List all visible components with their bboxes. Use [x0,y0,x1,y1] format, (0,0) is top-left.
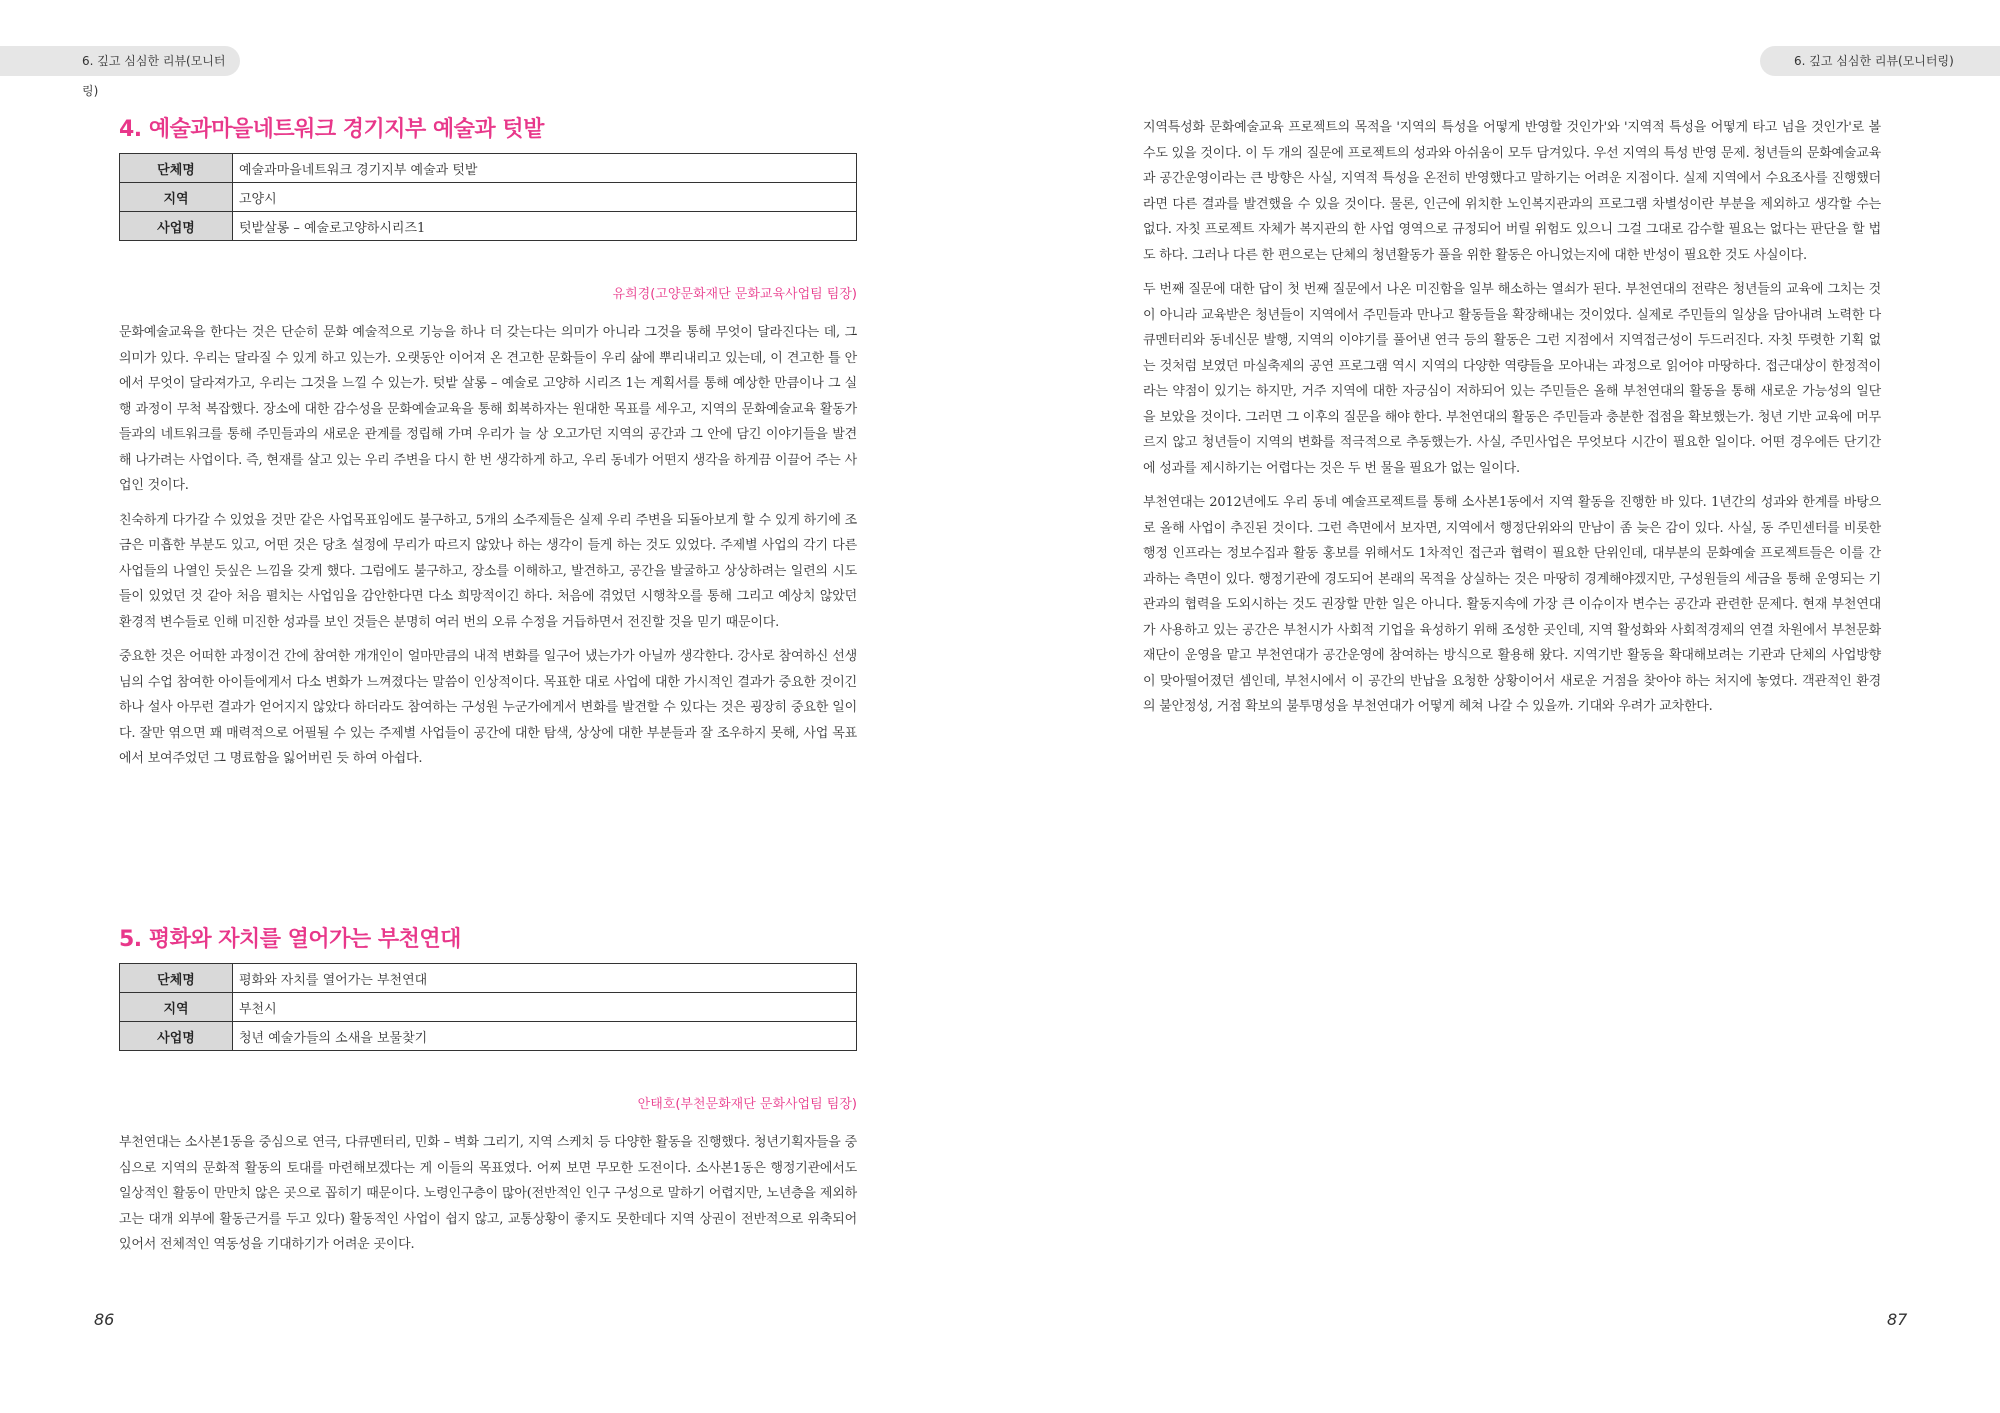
table-row [120,212,857,241]
paragraph: 두 번째 질문에 대한 답이 첫 번째 질문에서 나온 미진함을 일부 해소하는 열쇠가 된다. 부천연대의 전략은 청년들의 교육에 그치는 것이 아니라 교육받은 청년들이 지역에서 주민들과 만나고 활동들을 확장해내는 것이었다. 실제로 주민들의 일상을 담아내려 노력한 다큐멘터리와 동네신문 발행, 지역의 이야기를 풀어낸 연극 등의 활동은 그런 지점에서 지역접근성이 두드러진다. 자칫 뚜렷한 기획 없는 것처럼 보였던 마실축제의 공연 프로그램 역시 지역의 다양한 역량들을 모아내는 과정으로 읽어야 마땅하다. 접근대상이 한정적이라는 약점이 있기는 하지만, 거주 지역에 대한 자긍심이 저하되어 있는 주민들은 올해 부천연대의 활동을 통해 새로운 가능성의 일단을 보았을 것이다. 그러면 그 이후의 질문을 해야 한다. 부천연대의 활동은 주민들과 충분한 접점을 확보했는가. 청년 기반 교육에 머무르지 않고 청년들이 지역의 변화를 적극적으로 추동했는가. 사실, 주민사업은 무엇보다 시간이 필요한 일이다. 어떤 경우에든 단기간에 성과를 제시하기는 어렵다는 것은 두 번 물을 필요가 없는 일이다. [1143,282,1881,476]
table-value: 평화와 자치를 열어가는 부천연대 [233,964,857,993]
table-row [120,964,857,993]
left-column [119,112,857,781]
table-key: 사업명 [120,212,233,241]
section-5-author: 안태호(부천문화재단 문화사업팀 팀장) [637,1097,857,1112]
section-5-info-table [119,963,857,1051]
table-key: 지역 [120,993,233,1022]
left-column-lower [119,922,857,1267]
table-row [120,154,857,183]
table-key: 사업명 [120,1022,233,1051]
table-value: 고양시 [233,183,857,212]
paragraph: 지역특성화 문화예술교육 프로젝트의 목적을 '지역의 특성을 어떻게 반영할 것인가'와 '지역적 특성을 어떻게 타고 넘을 것인가'로 볼 수도 있을 것이다. 이 두 개의 질문에 프로젝트의 성과와 아쉬움이 모두 담겨있다. 우선 지역의 특성 반영 문제. 청년들의 문화예술교육과 공간운영이라는 큰 방향은 사실, 지역적 특성을 온전히 반영했다고 말하기는 어려운 지점이다. 실제 지역에서 수요조사를 진행했더라면 다른 결과를 발견했을 수 있을 것이다. 물론, 인근에 위치한 노인복지관과의 프로그램 차별성이란 부분을 제외하고 생각할 수는 없다. 자칫 프로젝트 자체가 복지관의 한 사업 영역으로 규정되어 버릴 위험도 있으니 그걸 그대로 감수할 필요는 없다는 판단을 할 법도 하다. 그러나 다른 한 편으로는 단체의 청년활동가 풀을 위한 활동은 아니었는지에 대한 반성이 필요한 것도 사실이다. [1143,120,1881,263]
table-row [120,183,857,212]
section-4 [119,112,857,772]
table-key: 단체명 [120,154,233,183]
section-4-info-table [119,153,857,241]
section-5 [119,922,857,1258]
section-4-title: 4. 예술과마을네트워크 경기지부 예술과 텃밭 [119,117,544,142]
table-row [120,1022,857,1051]
page-header-left: 6. 깊고 심심한 리뷰(모니터링) [0,46,240,76]
section-4-author: 유희경(고양문화재단 문화교육사업팀 팀장) [612,287,857,302]
table-key: 지역 [120,183,233,212]
paragraph: 중요한 것은 어떠한 과정이건 간에 참여한 개개인이 얼마만큼의 내적 변화를 일구어 냈는가가 아닐까 생각한다. 강사로 참여하신 선생님의 수업 참여한 아이들에게서 다소 변화가 느껴졌다는 말씀이 인상적이다. 목표한 대로 사업에 대한 가시적인 결과가 중요한 것이긴 하나 설사 아무런 결과가 얻어지지 않았다 하더라도 참여하는 구성원 누군가에게서 변화를 발견할 수 있다는 것은 굉장히 중요한 일이다. 잘만 엮으면 꽤 매력적으로 어필될 수 있는 주제별 사업들이 공간에 대한 탐색, 상상에 대한 부분들과 잘 조우하지 못해, 사업 목표에서 보여주었던 그 명료함을 잃어버린 듯 하여 아쉽다. [119,649,857,766]
page-number-right: 87 [1887,1310,1908,1329]
section-5-title: 5. 평화와 자치를 열어가는 부천연대 [119,927,461,952]
paragraph: 문화예술교육을 한다는 것은 단순히 문화 예술적으로 기능을 하나 더 갖는다는 의미가 아니라 그것을 통해 무엇이 달라진다는 데, 그 의미가 있다. 우리는 달라질 수 있게 하고 있는가. 오랫동안 이어져 온 견고한 문화들이 우리 삶에 뿌리내리고 있는데, 이 견고한 틀 안에서 무엇이 달라져가고, 우리는 그것을 느낄 수 있는가. 텃밭 살롱 – 예술로 고양하 시리즈 1는 계획서를 통해 예상한 만큼이나 그 실행 과정이 무척 복잡했다. 장소에 대한 감수성을 문화예술교육을 통해 회복하자는 원대한 목표를 세우고, 지역의 문화예술교육 활동가들과의 네트워크를 통해 주민들과의 새로운 관계를 정립해 가며 우리가 늘 상 오고가던 지역의 공간과 그 안에 담긴 이야기들을 발견해 나가려는 사업이다. 즉, 현재를 살고 있는 우리 주변을 다시 한 번 생각하게 하고, 우리 동네가 어떤지 생각을 하게끔 이끌어 주는 사업인 것이다. [119,325,857,493]
paragraph: 친숙하게 다가갈 수 있었을 것만 같은 사업목표임에도 불구하고, 5개의 소주제들은 실제 우리 주변을 되돌아보게 할 수 있게 하기에 조금은 미흡한 부분도 있고, 어떤 것은 당초 설정에 무리가 따르지 않았나 하는 생각이 들게 하는 것도 있었다. 주제별 사업의 각기 다른 사업들의 나열인 듯싶은 느낌을 갖게 했다. 그럼에도 불구하고, 장소를 이해하고, 발견하고, 공간을 발굴하고 상상하려는 일련의 시도들이 있었던 것 같아 처음 펼치는 사업임을 감안한다면 다소 희망적이긴 하다. 처음에 겪었던 시행착오를 통해 그리고 예상치 않았던 환경적 변수들로 인해 미진한 성과를 보인 것들은 분명히 여러 번의 오류 수정을 거듭하면서 전진할 것을 믿기 때문이다. [119,512,857,630]
table-value: 예술과마을네트워크 경기지부 예술과 텃밭 [233,154,857,183]
page-number-left: 86 [94,1310,115,1329]
table-row [120,993,857,1022]
page-header-right: 6. 깊고 심심한 리뷰(모니터링) [1760,46,2000,76]
paragraph: 부천연대는 소사본1동을 중심으로 연극, 다큐멘터리, 민화 – 벽화 그리기, 지역 스케치 등 다양한 활동을 진행했다. 청년기획자들을 중심으로 지역의 문화적 활동의 토대를 마련해보겠다는 게 이들의 목표였다. 어찌 보면 무모한 도전이다. 소사본1동은 행정기관에서도 일상적인 활동이 만만치 않은 곳으로 꼽히기 때문이다. 노령인구층이 많아(전반적인 인구 구성으로 말하기 어렵지만, 노년층을 제외하고는 대개 외부에 활동근거를 두고 있다) 활동적인 사업이 쉽지 않고, 교통상황이 좋지도 못한데다 지역 상권이 전반적으로 위축되어 있어서 전체적인 역동성을 기대하기가 어려운 곳이다. [119,1135,857,1252]
table-key: 단체명 [120,964,233,993]
table-value: 텃밭살롱 – 예술로고양하시리즈1 [233,212,857,241]
table-value: 청년 예술가들의 소새을 보물찾기 [233,1022,857,1051]
table-value: 부천시 [233,993,857,1022]
paragraph: 부천연대는 2012년에도 우리 동네 예술프로젝트를 통해 소사본1동에서 지역 활동을 진행한 바 있다. 1년간의 성과와 한계를 바탕으로 올해 사업이 추진된 것이다. 그런 측면에서 보자면, 지역에서 행정단위와의 만남이 좀 늦은 감이 있다. 사실, 동 주민센터를 비롯한 행정 인프라는 정보수집과 활동 홍보를 위해서도 1차적인 접근과 협력이 필요한 단위인데, 대부분의 문화예술 프로젝트들은 이를 간과하는 측면이 있다. 행정기관에 경도되어 본래의 목적을 상실하는 것은 마땅히 경계해야겠지만, 구성원들의 세금을 통해 운영되는 기관과의 협력을 도외시하는 것도 권장할 만한 일은 아니다. 활동지속에 가장 큰 이슈이자 변수는 공간과 관련한 문제다. 현재 부천연대가 사용하고 있는 공간은 부천시가 사회적 기업을 육성하기 위해 조성한 곳인데, 지역 활성화와 사회적경제의 연결 차원에서 부천문화재단이 운영을 맡고 부천연대가 공간운영에 참여하는 방식으로 활용해 왔다. 지역기반 활동을 확대해보려는 기관과 단체의 사업방향이 맞아떨어졌던 셈인데, 부천시에서 이 공간의 반납을 요청한 상황이어서 새로운 거점을 찾아야 하는 처지에 놓였다. 객관적인 환경의 불안정성, 거점 확보의 불투명성을 부천연대가 어떻게 헤쳐 나갈 수 있을까. 기대와 우려가 교차한다. [1143,495,1881,714]
right-column [1143,115,1881,729]
